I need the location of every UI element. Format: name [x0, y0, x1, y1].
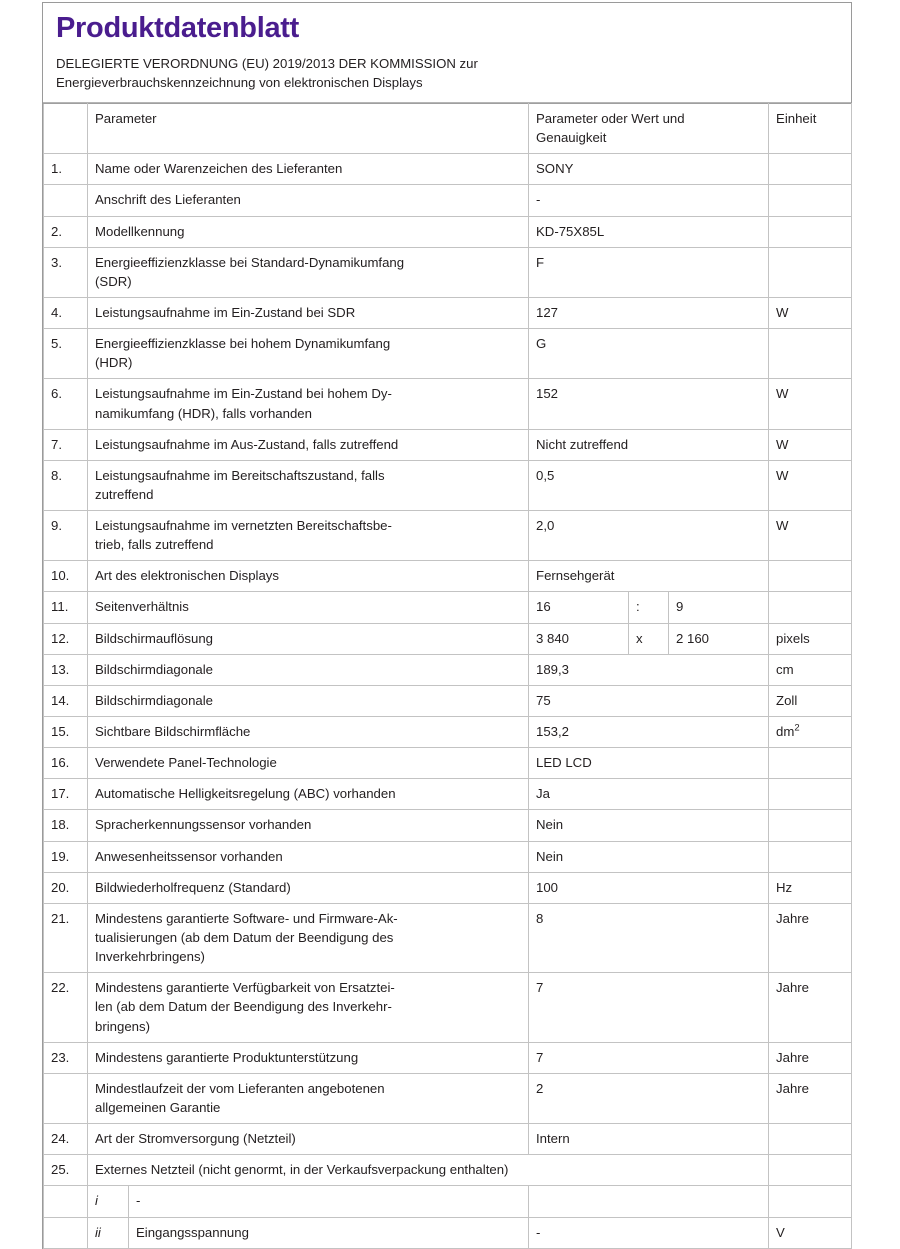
- row-unit: Jahre: [769, 903, 852, 972]
- table-row: [44, 460, 852, 510]
- row-value: 2,0: [529, 511, 769, 561]
- row-value: -: [529, 185, 769, 216]
- row-value: Nicht zutreffend: [529, 429, 769, 460]
- table-header: [44, 103, 852, 153]
- parameter-line: tualisierungen (ab dem Datum der Beendigung des: [95, 930, 394, 946]
- row-parameter: [88, 1073, 529, 1123]
- row-number: 5.: [44, 329, 88, 379]
- table-row: [44, 654, 852, 685]
- row-parameter: Leistungsaufnahme im Ein-Zustand bei SDR: [88, 297, 529, 328]
- table-row: [44, 779, 852, 810]
- row-value-separator: :: [629, 592, 669, 623]
- row-unit: W: [769, 429, 852, 460]
- row-unit: Zoll: [769, 685, 852, 716]
- row-value: [529, 1186, 769, 1217]
- row-unit: [769, 1124, 852, 1155]
- row-unit: [769, 841, 852, 872]
- row-unit: W: [769, 460, 852, 510]
- row-unit: Jahre: [769, 1073, 852, 1123]
- table-header-row: [44, 103, 852, 153]
- table-row: [44, 1186, 852, 1217]
- row-unit: [769, 216, 852, 247]
- row-number: 19.: [44, 841, 88, 872]
- row-number: 20.: [44, 872, 88, 903]
- row-value: Ja: [529, 779, 769, 810]
- row-unit: cm: [769, 654, 852, 685]
- header-number: [44, 103, 88, 153]
- table-row: [44, 592, 852, 623]
- parameter-line: allgemeinen Garantie: [95, 1100, 221, 1116]
- row-value: Intern: [529, 1124, 769, 1155]
- row-number: 11.: [44, 592, 88, 623]
- row-value: Nein: [529, 841, 769, 872]
- table-body: [44, 154, 852, 1248]
- row-parameter: Bildschirmdiagonale: [88, 685, 529, 716]
- row-value: F: [529, 247, 769, 297]
- row-parameter: Automatische Helligkeitsregelung (ABC) vorhanden: [88, 779, 529, 810]
- row-unit: pixels: [769, 623, 852, 654]
- table-row: [44, 185, 852, 216]
- table-row: [44, 1217, 852, 1248]
- table-row: [44, 841, 852, 872]
- header-unit: Einheit: [769, 103, 852, 153]
- row-value: 153,2: [529, 717, 769, 748]
- row-parameter: [88, 460, 529, 510]
- row-number: [44, 1186, 88, 1217]
- row-number: [44, 185, 88, 216]
- subtitle-line-1: DELEGIERTE VERORDNUNG (EU) 2019/2013 DER KOMMISSION zur: [56, 55, 478, 71]
- table-row: [44, 561, 852, 592]
- parameter-line: Leistungsaufnahme im vernetzten Bereitschaftsbe-: [95, 518, 392, 534]
- row-parameter: [88, 903, 529, 972]
- row-unit: W: [769, 379, 852, 429]
- row-unit: [769, 1186, 852, 1217]
- table-row: [44, 810, 852, 841]
- parameter-line: Mindestlaufzeit der vom Lieferanten angebotenen: [95, 1080, 385, 1096]
- parameter-line: Mindestens garantierte Software- und Firmware-Ak-: [95, 910, 398, 926]
- row-parameter: Art der Stromversorgung (Netzteil): [88, 1124, 529, 1155]
- row-parameter: Bildwiederholfrequenz (Standard): [88, 872, 529, 903]
- row-parameter: Verwendete Panel-Technologie: [88, 748, 529, 779]
- row-parameter: Mindestens garantierte Produktunterstützung: [88, 1042, 529, 1073]
- header-value-line-2: Genauigkeit: [536, 130, 607, 146]
- row-number: 22.: [44, 973, 88, 1042]
- parameter-line: (SDR): [95, 273, 132, 289]
- row-unit: Hz: [769, 872, 852, 903]
- row-number: 1.: [44, 154, 88, 185]
- parameter-line: Inverkehrbringens): [95, 949, 205, 965]
- subtitle-line-2: Energieverbrauchskennzeichnung von elektronischen Displays: [56, 75, 423, 91]
- parameter-line: Energieeffizienzklasse bei hohem Dynamikumfang: [95, 336, 391, 352]
- parameter-line: Leistungsaufnahme im Bereitschaftszustand, falls: [95, 467, 385, 483]
- header-value: [529, 103, 769, 153]
- table-row: [44, 429, 852, 460]
- header-parameter: Parameter: [88, 103, 529, 153]
- table-row: [44, 685, 852, 716]
- row-number: 4.: [44, 297, 88, 328]
- row-number: 23.: [44, 1042, 88, 1073]
- row-number: 25.: [44, 1155, 88, 1186]
- row-parameter: Anschrift des Lieferanten: [88, 185, 529, 216]
- table-row: [44, 1042, 852, 1073]
- row-parameter: Bildschirmdiagonale: [88, 654, 529, 685]
- row-number: [44, 1217, 88, 1248]
- row-unit: [769, 779, 852, 810]
- table-row: [44, 379, 852, 429]
- row-unit: W: [769, 297, 852, 328]
- row-number: 10.: [44, 561, 88, 592]
- row-number: 2.: [44, 216, 88, 247]
- parameter-line: Mindestens garantierte Verfügbarkeit von Ersatztei-: [95, 980, 395, 996]
- row-number: 6.: [44, 379, 88, 429]
- row-parameter: Art des elektronischen Displays: [88, 561, 529, 592]
- row-value: 152: [529, 379, 769, 429]
- row-value: 127: [529, 297, 769, 328]
- table-row: [44, 329, 852, 379]
- row-number: 15.: [44, 717, 88, 748]
- row-value: 2: [529, 1073, 769, 1123]
- table-row: [44, 1124, 852, 1155]
- row-parameter: -: [129, 1186, 529, 1217]
- row-value: 189,3: [529, 654, 769, 685]
- row-value-separator: x: [629, 623, 669, 654]
- row-parameter: Anwesenheitssensor vorhanden: [88, 841, 529, 872]
- row-value: LED LCD: [529, 748, 769, 779]
- parameter-line: Leistungsaufnahme im Ein-Zustand bei hohem Dy-: [95, 386, 392, 402]
- table-row: [44, 1155, 852, 1186]
- row-unit: [769, 717, 852, 748]
- row-value: 7: [529, 1042, 769, 1073]
- row-number: 17.: [44, 779, 88, 810]
- row-unit: [769, 592, 852, 623]
- row-value: SONY: [529, 154, 769, 185]
- row-parameter: Modellkennung: [88, 216, 529, 247]
- row-parameter: Bildschirmauflösung: [88, 623, 529, 654]
- row-value-first: 16: [529, 592, 629, 623]
- row-value: Nein: [529, 810, 769, 841]
- row-value-first: 3 840: [529, 623, 629, 654]
- row-number: 14.: [44, 685, 88, 716]
- row-value-second: 9: [669, 592, 769, 623]
- table-row: [44, 297, 852, 328]
- page-title: Produktdatenblatt: [56, 12, 300, 44]
- row-parameter: Externes Netzteil (nicht genormt, in der Verkaufsverpackung enthalten): [88, 1155, 769, 1186]
- table-row: [44, 748, 852, 779]
- row-number: [44, 1073, 88, 1123]
- row-value: G: [529, 329, 769, 379]
- row-unit: [769, 154, 852, 185]
- parameter-line: (HDR): [95, 355, 133, 371]
- row-number: 16.: [44, 748, 88, 779]
- row-number: 9.: [44, 511, 88, 561]
- row-number: 3.: [44, 247, 88, 297]
- row-parameter: [88, 247, 529, 297]
- specification-table: [43, 103, 852, 1249]
- row-unit: [769, 247, 852, 297]
- parameter-line: zutreffend: [95, 486, 154, 502]
- row-number: 24.: [44, 1124, 88, 1155]
- document-subtitle: [56, 54, 838, 93]
- document-header: [43, 3, 851, 103]
- parameter-line: Energieeffizienzklasse bei Standard-Dynamikumfang: [95, 254, 405, 270]
- row-number: 8.: [44, 460, 88, 510]
- row-number: 7.: [44, 429, 88, 460]
- table-row: [44, 247, 852, 297]
- row-value: 0,5: [529, 460, 769, 510]
- row-value: 75: [529, 685, 769, 716]
- row-parameter: Spracherkennungssensor vorhanden: [88, 810, 529, 841]
- table-row: [44, 903, 852, 972]
- product-datasheet: [42, 2, 852, 1249]
- row-unit: Jahre: [769, 1042, 852, 1073]
- row-value: -: [529, 1217, 769, 1248]
- row-parameter: [88, 511, 529, 561]
- parameter-line: trieb, falls zutreffend: [95, 537, 214, 553]
- row-number: 18.: [44, 810, 88, 841]
- row-value: 7: [529, 973, 769, 1042]
- parameter-line: bringens): [95, 1018, 150, 1034]
- table-row: [44, 872, 852, 903]
- row-number: 13.: [44, 654, 88, 685]
- parameter-line: namikumfang (HDR), falls vorhanden: [95, 405, 312, 421]
- row-parameter: Sichtbare Bildschirmfläche: [88, 717, 529, 748]
- table-row: [44, 973, 852, 1042]
- unit-base: dm: [776, 724, 795, 740]
- row-parameter: Leistungsaufnahme im Aus-Zustand, falls zutreffend: [88, 429, 529, 460]
- row-unit: Jahre: [769, 973, 852, 1042]
- table-row: [44, 216, 852, 247]
- table-row: [44, 623, 852, 654]
- row-parameter: [88, 379, 529, 429]
- row-parameter: Seitenverhältnis: [88, 592, 529, 623]
- row-roman-numeral: i: [88, 1186, 129, 1217]
- table-row: [44, 511, 852, 561]
- row-parameter: Name oder Warenzeichen des Lieferanten: [88, 154, 529, 185]
- row-parameter: [88, 329, 529, 379]
- row-value: 8: [529, 903, 769, 972]
- row-number: 12.: [44, 623, 88, 654]
- row-parameter: [88, 973, 529, 1042]
- row-number: 21.: [44, 903, 88, 972]
- table-row: [44, 1073, 852, 1123]
- table-row: [44, 154, 852, 185]
- header-value-line-1: Parameter oder Wert und: [536, 110, 685, 126]
- row-unit: V: [769, 1217, 852, 1248]
- row-unit: [769, 748, 852, 779]
- row-unit: [769, 329, 852, 379]
- row-unit: [769, 561, 852, 592]
- row-value: KD-75X85L: [529, 216, 769, 247]
- row-unit: [769, 1155, 852, 1186]
- row-unit: W: [769, 511, 852, 561]
- row-value-second: 2 160: [669, 623, 769, 654]
- row-unit: [769, 185, 852, 216]
- unit-exponent: 2: [794, 722, 800, 734]
- row-value: 100: [529, 872, 769, 903]
- row-roman-numeral: ii: [88, 1217, 129, 1248]
- parameter-line: len (ab dem Datum der Beendigung des Inverkehr-: [95, 999, 392, 1015]
- row-unit: [769, 810, 852, 841]
- row-value: Fernsehgerät: [529, 561, 769, 592]
- table-row: [44, 717, 852, 748]
- row-parameter: Eingangsspannung: [129, 1217, 529, 1248]
